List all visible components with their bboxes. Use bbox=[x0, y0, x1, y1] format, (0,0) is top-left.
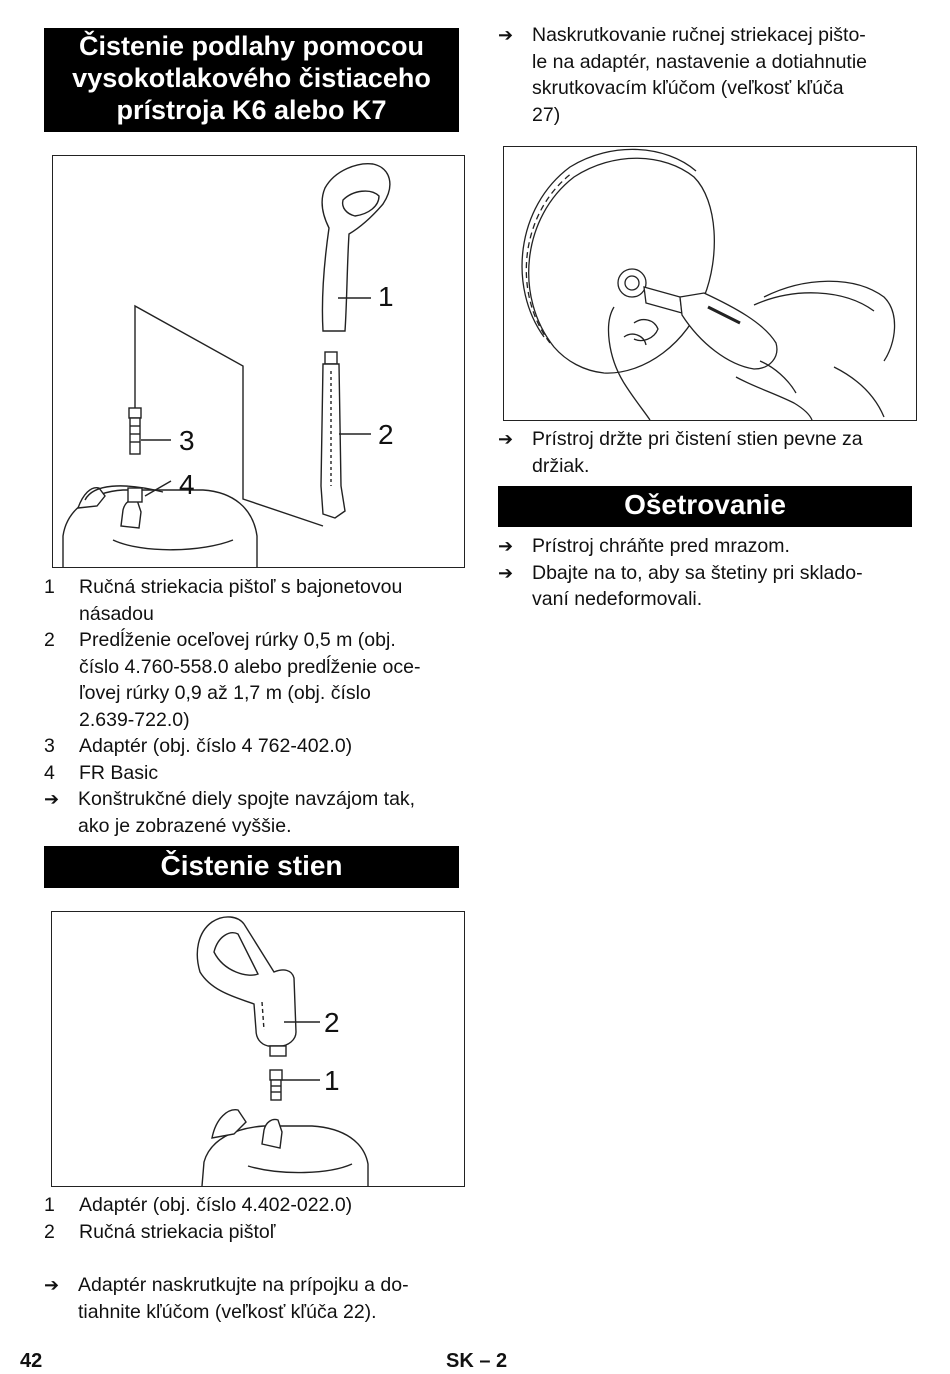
list-item bbox=[44, 733, 420, 760]
list-item bbox=[44, 574, 420, 627]
arrow-icon: ➔ bbox=[498, 429, 514, 449]
arrow-icon: ➔ bbox=[498, 562, 514, 583]
item-number: 4 bbox=[44, 761, 55, 784]
arrow-icon: ➔ bbox=[498, 25, 514, 45]
arrow-icon: ➔ bbox=[498, 536, 514, 556]
instruction bbox=[498, 426, 863, 479]
instruction bbox=[498, 533, 863, 560]
instruction-text: Dbajte na to, aby sa štetiny pri sklado- bbox=[532, 561, 863, 584]
instruction-text: le na adaptér, nastavenie a dotiahnutie bbox=[532, 50, 868, 73]
section-title-floor-cleaning bbox=[44, 28, 459, 132]
instruction bbox=[498, 560, 863, 613]
wall-adapter-figure bbox=[51, 911, 465, 1187]
title-line: Čistenie podlahy pomocou bbox=[78, 31, 425, 61]
section-title-wall-cleaning: Čistenie stien bbox=[44, 846, 459, 888]
item-text: FR Basic bbox=[79, 761, 159, 784]
list-item bbox=[44, 627, 420, 733]
instruction-text: vaní nedeformovali. bbox=[532, 588, 703, 610]
instruction-text: tiahnite kľúčom (veľkosť kľúča 22). bbox=[78, 1300, 377, 1323]
wall-instruction bbox=[44, 1272, 409, 1325]
arrow-icon: ➔ bbox=[44, 789, 60, 809]
page-number: 42 bbox=[20, 1350, 43, 1372]
mounting-figure bbox=[503, 146, 917, 421]
section-label: SK – 2 bbox=[446, 1350, 508, 1372]
list-item bbox=[44, 1192, 352, 1219]
item-text: Ručná striekacia pištoľ s bajonetovou bbox=[79, 576, 403, 598]
instruction-text: Prístroj držte pri čistení stien pevne za bbox=[532, 428, 863, 450]
item-number: 2 bbox=[44, 629, 55, 651]
instruction-text: Prístroj chráňte pred mrazom. bbox=[532, 535, 790, 557]
instruction bbox=[498, 22, 867, 128]
instruction-text: Konštrukčné diely spojte navzájom tak, bbox=[78, 788, 416, 810]
item-text: 2.639-722.0) bbox=[79, 708, 190, 731]
instruction-text: 27) bbox=[532, 103, 561, 126]
svg-text:1: 1 bbox=[378, 281, 394, 312]
item-text: násadou bbox=[79, 602, 154, 625]
instruction bbox=[44, 1272, 409, 1325]
section-title-maintenance: Ošetrovanie bbox=[498, 486, 912, 527]
instruction-text: skrutkovacím kľúčom (veľkosť kľúča bbox=[532, 77, 844, 99]
svg-text:4: 4 bbox=[179, 469, 195, 500]
wall-parts-list bbox=[44, 1192, 352, 1245]
list-item bbox=[44, 1219, 352, 1246]
title-line: vysokotlakového čistiaceho bbox=[72, 63, 431, 93]
maintenance-instructions bbox=[498, 533, 863, 613]
item-number: 3 bbox=[44, 735, 55, 757]
item-number: 1 bbox=[44, 1194, 55, 1216]
item-number: 1 bbox=[44, 576, 55, 598]
arrow-icon: ➔ bbox=[44, 1275, 60, 1295]
svg-text:2: 2 bbox=[378, 419, 394, 450]
title-line: prístroja K6 alebo K7 bbox=[116, 95, 387, 125]
item-number: 2 bbox=[44, 1220, 55, 1243]
instruction-text: držiak. bbox=[532, 454, 590, 477]
list-item bbox=[44, 760, 420, 787]
item-text: ľovej rúrky 0,9 až 1,7 m (obj. číslo bbox=[79, 682, 371, 704]
svg-text:2: 2 bbox=[324, 1007, 340, 1038]
item-text: číslo 4.760-558.0 alebo predĺženie oce- bbox=[79, 655, 421, 678]
right-instruction-2 bbox=[498, 426, 863, 479]
svg-text:3: 3 bbox=[179, 425, 195, 456]
item-text: Predĺženie oceľovej rúrky 0,5 m (obj. bbox=[79, 629, 396, 651]
instruction-text: Adaptér naskrutkujte na prípojku a do- bbox=[78, 1274, 409, 1296]
instruction-text: Naskrutkovanie ručnej striekacej pišto- bbox=[532, 24, 866, 46]
item-text: Adaptér (obj. číslo 4.402-022.0) bbox=[79, 1194, 353, 1216]
assembly-figure bbox=[52, 155, 465, 568]
parts-list bbox=[44, 574, 420, 839]
instruction bbox=[44, 786, 420, 839]
right-instruction-1 bbox=[498, 22, 867, 128]
svg-text:1: 1 bbox=[324, 1065, 340, 1096]
instruction-text: ako je zobrazené vyššie. bbox=[78, 814, 292, 837]
item-text: Ručná striekacia pištoľ bbox=[79, 1220, 276, 1243]
item-text: Adaptér (obj. číslo 4 762-402.0) bbox=[79, 735, 353, 757]
